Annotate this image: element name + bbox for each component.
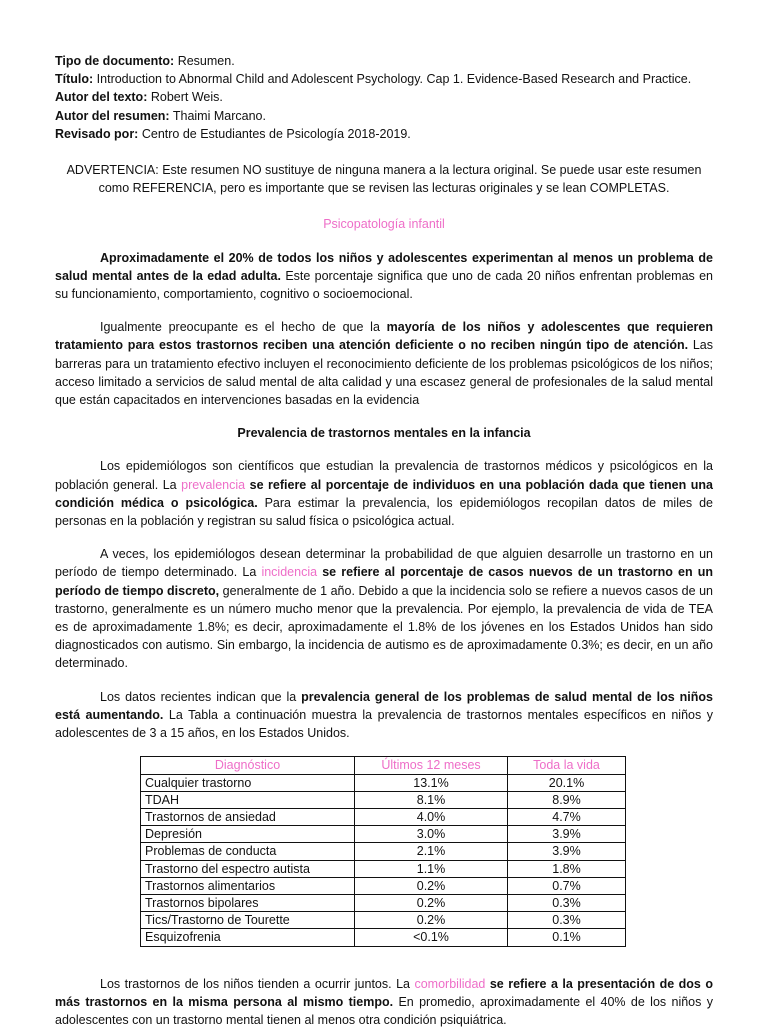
table-cell-12-months: 3.0%: [355, 826, 508, 843]
table-cell-lifetime: 0.1%: [508, 929, 626, 946]
meta-summary-author: Autor del resumen: Thaimi Marcano.: [55, 108, 266, 123]
table-cell-lifetime: 4.7%: [508, 808, 626, 825]
paragraph-prevalence-intro: Aproximadamente el 20% de todos los niños y adolescentes experimentan al menos un problema de salud mental antes de la edad adulta. Este porcentaje significa que uno de cada 20 niños enfrentan problemas en su funcionamiento, comportamiento, cognitivo o socioemocional.: [55, 250, 713, 302]
table-cell-lifetime: 0.7%: [508, 877, 626, 894]
table-row: [141, 877, 626, 894]
table-cell-12-months: 4.0%: [355, 808, 508, 825]
table-cell-12-months: 8.1%: [355, 791, 508, 808]
table-cell-diagnosis: Trastornos alimentarios: [141, 877, 355, 894]
table-cell-lifetime: 20.1%: [508, 774, 626, 791]
table-cell-lifetime: 0.3%: [508, 912, 626, 929]
term-prevalencia: prevalencia: [181, 477, 246, 492]
document-metadata: [55, 52, 713, 143]
table-row: [141, 774, 626, 791]
term-comorbilidad: comorbilidad: [414, 976, 486, 991]
section-title-psicopatologia: Psicopatología infantil: [323, 217, 445, 232]
term-incidencia: incidencia: [261, 565, 318, 580]
table-cell-diagnosis: Tics/Trastorno de Tourette: [141, 912, 355, 929]
table-cell-diagnosis: Trastornos de ansiedad: [141, 808, 355, 825]
table-cell-12-months: 13.1%: [355, 774, 508, 791]
table-cell-diagnosis: TDAH: [141, 791, 355, 808]
table-cell-12-months: 0.2%: [355, 912, 508, 929]
table-row: [141, 929, 626, 946]
table-row: [141, 808, 626, 825]
table-cell-12-months: 1.1%: [355, 860, 508, 877]
paragraph-treatment-barriers: Igualmente preocupante es el hecho de que la mayoría de los niños y adolescentes que requieren tratamiento para estos trastornos reciben una atención deficiente o no reciben ningún tipo de atención. Las barreras para un tratamiento efectivo incluyen el reconocimiento deficiente de los problemas psicológicos de los niños; acceso limitado a servicios de salud mental de alta calidad y una escasez general de profesionales de la salud mental que están capacitados en intervenciones basadas en la evidencia: [55, 320, 714, 408]
table-row: [141, 860, 626, 877]
paragraph-recent-data: Los datos recientes indican que la prevalencia general de los problemas de salud mental de los niños está aumentando. La Tabla a continuación muestra la prevalencia de trastornos mentales específicos en niños y adolescentes de 3 a 15 años, en los Estados Unidos.: [55, 689, 714, 741]
table-cell-12-months: 0.2%: [355, 877, 508, 894]
table-row: [141, 791, 626, 808]
table-header-12-meses: Últimos 12 meses: [355, 757, 508, 774]
table-cell-lifetime: 8.9%: [508, 791, 626, 808]
table-header-toda-la-vida: Toda la vida: [508, 757, 626, 774]
section-title-prevalencia: Prevalencia de trastornos mentales en la infancia: [237, 426, 531, 441]
table-cell-12-months: 0.2%: [355, 894, 508, 911]
table-cell-lifetime: 0.3%: [508, 894, 626, 911]
table-cell-diagnosis: Esquizofrenia: [141, 929, 355, 946]
table-cell-diagnosis: Problemas de conducta: [141, 843, 355, 860]
table-cell-lifetime: 3.9%: [508, 843, 626, 860]
table-cell-12-months: <0.1%: [355, 929, 508, 946]
warning-notice: ADVERTENCIA: Este resumen NO sustituye de ninguna manera a la lectura original. Se puede usar este resumen como REFERENCIA, pero es importante que se revisen las lecturas originales y se lean COMPLETAS.: [66, 163, 702, 196]
table-cell-diagnosis: Depresión: [141, 826, 355, 843]
meta-text-author: Autor del texto: Robert Weis.: [55, 90, 223, 105]
table-header-diagnostico: Diagnóstico: [141, 757, 355, 774]
table-row: [141, 826, 626, 843]
table-row: [141, 843, 626, 860]
table-row: [141, 912, 626, 929]
paragraph-prevalence-definition: Los epidemiólogos son científicos que estudian la prevalencia de trastornos médicos y psicológicos en la población general. La prevalencia se refiere al porcentaje de individuos en una población dada que tienen una condición médica o psicológica. Para estimar la prevalencia, los epidemiólogos recopilan datos de miles de personas en la población y registran su salud física o psicológica actual.: [55, 459, 713, 529]
table-cell-diagnosis: Trastorno del espectro autista: [141, 860, 355, 877]
table-header-row: [141, 757, 626, 774]
table-cell-lifetime: 3.9%: [508, 826, 626, 843]
table-cell-lifetime: 1.8%: [508, 860, 626, 877]
table-row: [141, 894, 626, 911]
prevalence-table: [140, 756, 626, 946]
meta-title: Título: Introduction to Abnormal Child and Adolescent Psychology. Cap 1. Evidence-Based Research and Practice.: [55, 72, 692, 87]
table-cell-diagnosis: Cualquier trastorno: [141, 774, 355, 791]
table-cell-diagnosis: Trastornos bipolares: [141, 894, 355, 911]
meta-reviewed-by: Revisado por: Centro de Estudiantes de Psicología 2018-2019.: [55, 126, 411, 141]
paragraph-comorbidity: Los trastornos de los niños tienden a ocurrir juntos. La comorbilidad se refiere a la presentación de dos o más trastornos en la misma persona al mismo tiempo. En promedio, aproximadamente el 40% de los niños y adolescentes con un trastorno mental tienen al menos otra condición psiquiátrica.: [55, 976, 714, 1027]
table-cell-12-months: 2.1%: [355, 843, 508, 860]
paragraph-incidence-definition: A veces, los epidemiólogos desean determinar la probabilidad de que alguien desarrolle un trastorno en un período de tiempo determinado. La incidencia se refiere al porcentaje de casos nuevos de un trastorno en un período de tiempo discreto, generalmente de 1 año. Debido a que la incidencia solo se refiere a nuevos casos de un trastorno, generalmente es un número mucho menor que la prevalencia. Por ejemplo, la prevalencia de vida de TEA es de aproximadamente 1.8%; es decir, aproximadamente el 1.8% de los jóvenes en los Estados Unidos han sido diagnosticados con autismo. Sin embargo, la incidencia de autismo es de aproximadamente 0.3%; es decir, en un año determinado.: [55, 547, 714, 671]
meta-doc-type: Tipo de documento: Resumen.: [55, 54, 235, 68]
